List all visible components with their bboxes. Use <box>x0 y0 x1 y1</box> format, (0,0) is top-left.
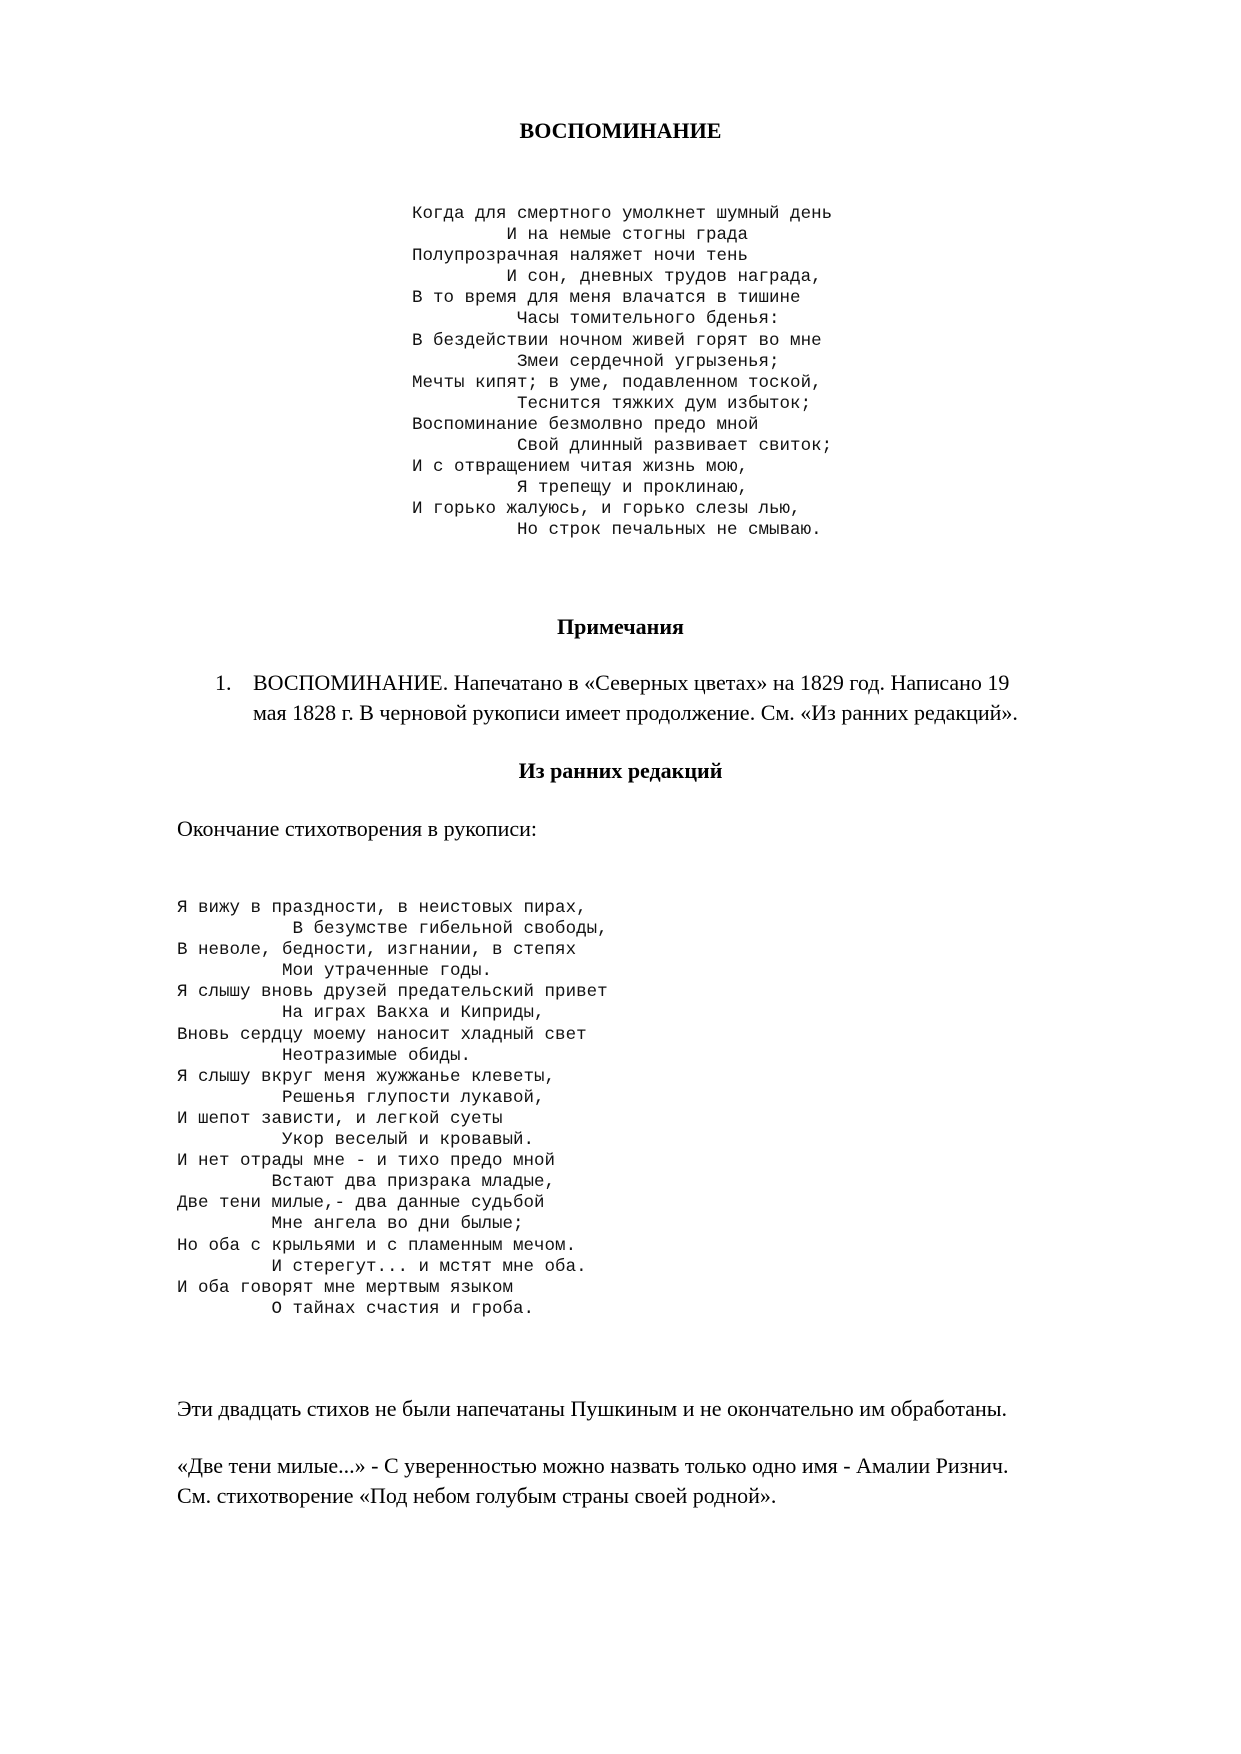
poem-line: О тайнах счастия и гроба. <box>177 1298 535 1319</box>
poem-line: Но оба с крыльями и с пламенным мечом. <box>177 1235 577 1256</box>
paragraph-two-shadows-line2: См. стихотворение «Под небом голубым страны своей родной». <box>177 1483 777 1508</box>
poem-line: В неволе, бедности, изгнании, в степях <box>177 940 577 961</box>
poem-line: И горько жалуюсь, и горько слезы лью, <box>412 499 801 520</box>
paragraph-two-shadows-line1: «Две тени милые...» - С уверенностью можно назвать только одно имя - Амалии Ризнич. <box>177 1453 1009 1478</box>
poem-line: Я вижу в праздности, в неистовых пирах, <box>177 898 587 918</box>
poem-line: И шепот зависти, и легкой суеты <box>177 1108 503 1129</box>
poem-line: В то время для меня влачатся в тишине <box>412 288 801 309</box>
poem-line: В безумстве гибельной свободы, <box>177 919 608 940</box>
poem-line: Когда для смертного умолкнет шумный день <box>412 204 833 224</box>
poem-line: Я слышу вкруг меня жужжанье клеветы, <box>177 1066 556 1087</box>
poem-line: И с отвращением читая жизнь мою, <box>412 457 749 478</box>
editions-heading: Из ранних редакций <box>518 758 723 783</box>
poem-line: На играх Вакха и Киприды, <box>177 1003 545 1024</box>
note-line: ВОСПОМИНАНИЕ. Напечатано в «Северных цветах» на 1829 год. Написано 19 <box>253 670 1010 695</box>
poem-line: Вновь сердцу моему наносит хладный свет <box>177 1024 587 1045</box>
ending-poem <box>177 898 608 1320</box>
poem-line: Мне ангела во дни былые; <box>177 1214 524 1235</box>
poem-line: Часы томительного бденья: <box>412 309 780 330</box>
note-number: 1. <box>215 670 232 695</box>
poem-line: И стерегут... и мстят мне оба. <box>177 1256 587 1277</box>
poem-line: Но строк печальных не смываю. <box>412 520 822 541</box>
poem-line: В бездействии ночном живей горят во мне <box>412 330 822 351</box>
poem-line: Встают два призрака младые, <box>177 1172 556 1193</box>
poem-line: Полупрозрачная наляжет ночи тень <box>412 246 749 267</box>
poem-line: Мои утраченные годы. <box>177 961 493 982</box>
poem-line: Змеи сердечной угрызенья; <box>412 351 780 372</box>
poem-line: И нет отрады мне - и тихо предо мной <box>177 1151 556 1172</box>
poem-line: Неотразимые обиды. <box>177 1045 472 1066</box>
poem-line: И на немые стогны града <box>412 225 749 246</box>
poem-line: И сон, дневных трудов награда, <box>412 267 822 288</box>
poem-line: Решенья глупости лукавой, <box>177 1087 545 1108</box>
main-poem <box>412 204 832 542</box>
poem-line: Мечты кипят; в уме, подавленном тоской, <box>412 372 822 393</box>
notes-heading: Примечания <box>557 614 684 639</box>
poem-line: Теснится тяжких дум избыток; <box>412 393 812 414</box>
poem-line: Я трепещу и проклинаю, <box>412 478 749 499</box>
document-title: ВОСПОМИНАНИЕ <box>519 118 722 143</box>
poem-line: Свой длинный развивает свиток; <box>412 436 833 457</box>
poem-line: Укор веселый и кровавый. <box>177 1130 535 1151</box>
poem-line: Воспоминание безмолвно предо мной <box>412 414 759 435</box>
note-line: мая 1828 г. В черновой рукописи имеет продолжение. См. «Из ранних редакций». <box>253 700 1018 725</box>
paragraph-printed-note: Эти двадцать стихов не были напечатаны Пушкиным и не окончательно им обработаны. <box>177 1396 1008 1421</box>
poem-line: Я слышу вновь друзей предательский привет <box>177 982 608 1003</box>
poem-line: Две тени милые,- два данные судьбой <box>177 1193 545 1214</box>
ending-intro: Окончание стихотворения в рукописи: <box>177 816 538 841</box>
note-text <box>253 668 1018 728</box>
poem-line: И оба говорят мне мертвым языком <box>177 1277 514 1298</box>
